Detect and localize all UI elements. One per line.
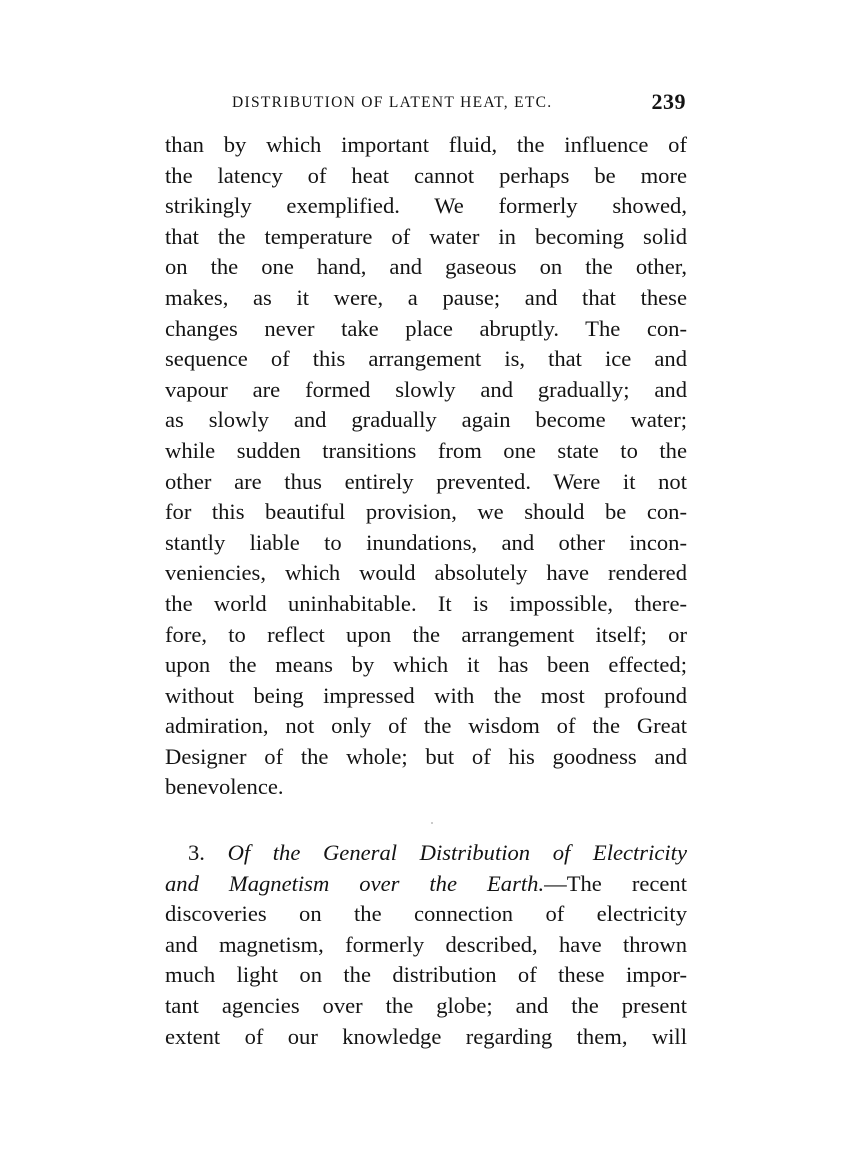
text-line: fore, to reflect upon the arrangement itself; or	[165, 621, 687, 647]
section-heading-line	[165, 838, 687, 869]
paragraph-electricity-magnetism	[165, 838, 687, 1052]
text-line: tant agencies over the globe; and the present	[165, 992, 687, 1018]
page-number: 239	[651, 89, 686, 114]
text-line: for this beautiful provision, we should be con-	[165, 499, 687, 525]
text-line: than by which important fluid, the influence of	[165, 132, 687, 157]
text-line: sequence of this arrangement is, that ice and	[165, 346, 687, 372]
section-heading: Of the General Distribution of Electricity	[227, 840, 687, 865]
text-line: changes never take place abruptly. The con-	[165, 315, 687, 341]
text-line: that the temperature of water in becoming solid	[165, 223, 687, 249]
section-number: 3.	[188, 840, 205, 865]
text-line: as slowly and gradually again become water;	[165, 407, 687, 433]
text-line: and magnetism, formerly described, have thrown	[165, 931, 687, 957]
text-line: makes, as it were, a pause; and that these	[165, 284, 687, 310]
running-head	[230, 91, 686, 117]
text-line: other are thus entirely prevented. Were it not	[165, 468, 687, 494]
section-heading: and Magnetism over the Earth.	[165, 870, 545, 896]
text-line: while sudden transitions from one state to the	[165, 437, 687, 463]
text-line: the latency of heat cannot perhaps be more	[165, 162, 687, 188]
text-line: vapour are formed slowly and gradually; and	[165, 376, 687, 402]
text-line: upon the means by which it has been effected;	[165, 652, 687, 678]
running-title: DISTRIBUTION OF LATENT HEAT, ETC.	[232, 94, 553, 111]
text-line: admiration, not only of the wisdom of the Great	[165, 713, 687, 739]
text-line: on the one hand, and gaseous on the other,	[165, 254, 687, 280]
text-line: much light on the distribution of these impor-	[165, 962, 687, 988]
paragraph-latent-heat	[165, 130, 687, 803]
print-speck	[431, 822, 433, 824]
text-line: extent of our knowledge regarding them, will	[165, 1023, 687, 1049]
text-line: Designer of the whole; but of his goodness and	[165, 743, 687, 769]
section-heading-line	[165, 869, 687, 900]
text-line: benevolence.	[165, 774, 284, 800]
text-line: stantly liable to inundations, and other incon-	[165, 529, 687, 555]
text-line: veniencies, which would absolutely have rendered	[165, 560, 687, 586]
text-line: the world uninhabitable. It is impossible, there-	[165, 590, 687, 616]
text-line: —The recent	[544, 870, 687, 896]
text-line: discoveries on the connection of electricity	[165, 901, 687, 927]
text-line: without being impressed with the most profound	[165, 682, 687, 708]
text-line: strikingly exemplified. We formerly showed,	[165, 193, 687, 219]
